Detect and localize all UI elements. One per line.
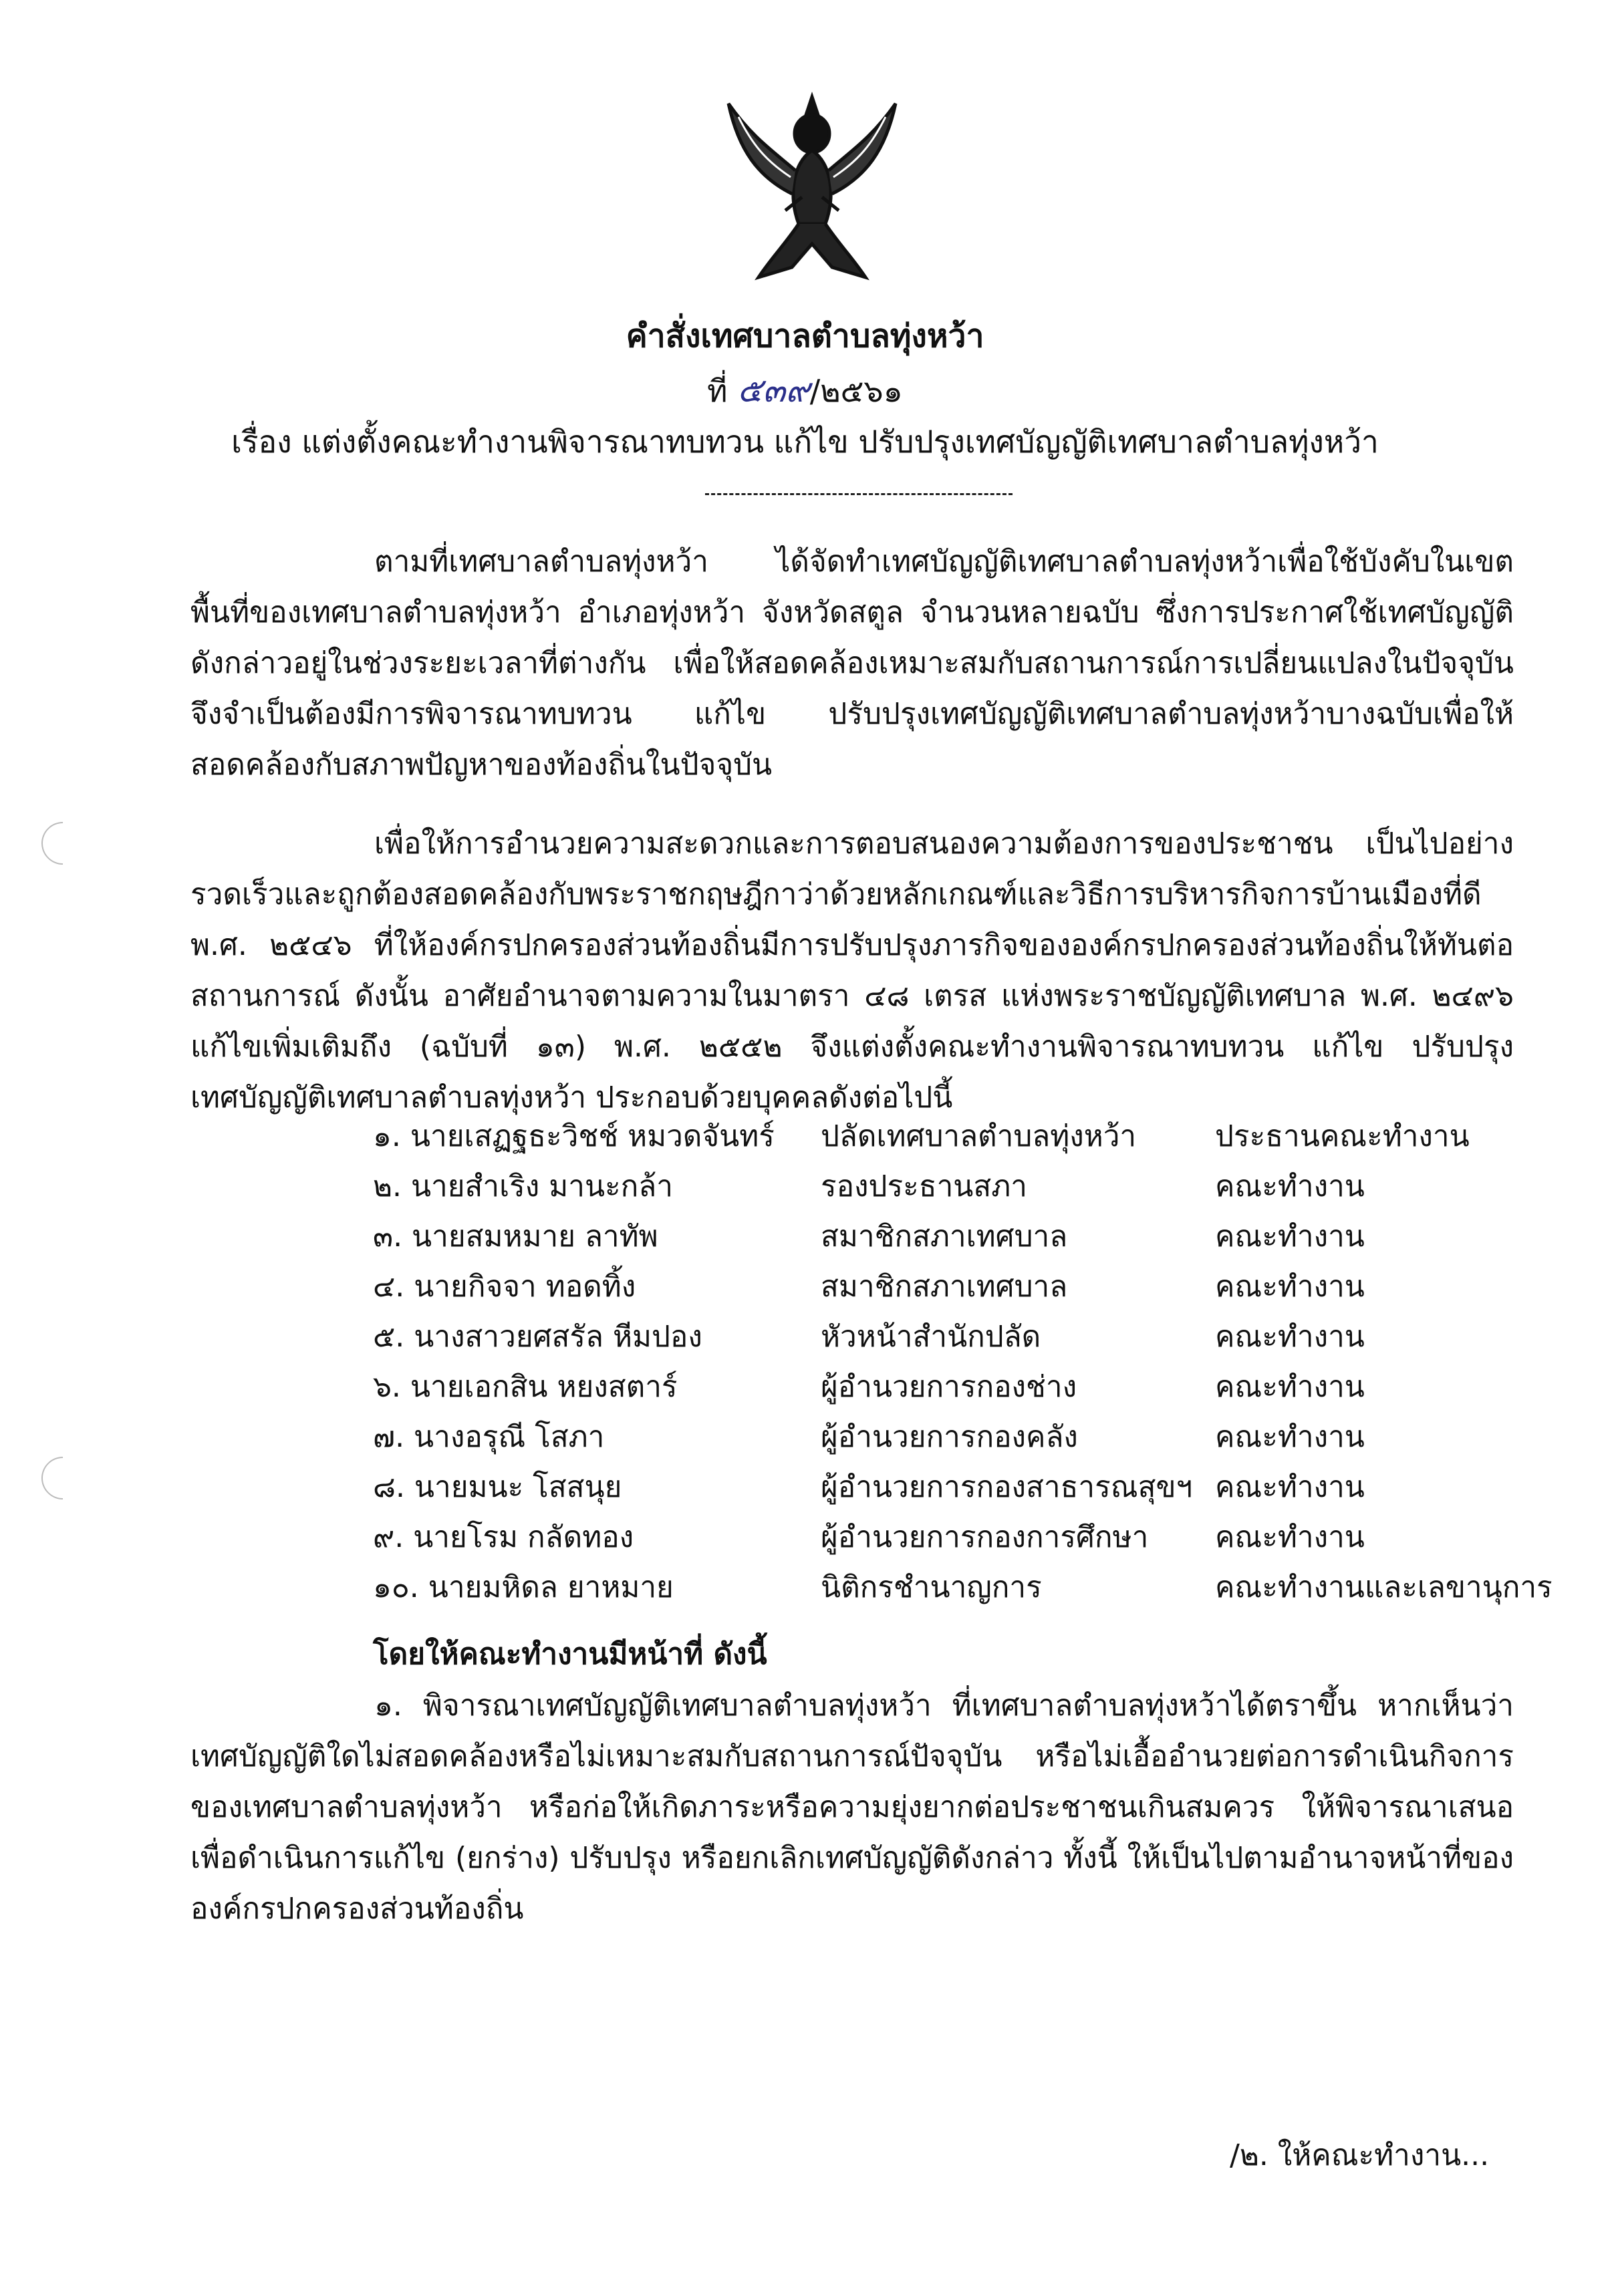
member-name: ๔. นายกิจจา ทอดทิ้ง — [373, 1270, 636, 1304]
member-name: ๒. นายสำเริง มานะกล้า — [373, 1169, 673, 1203]
member-role: คณะทำงาน — [1215, 1169, 1365, 1203]
member-position: รองประธานสภา — [821, 1169, 1027, 1203]
order-number-handwritten: ๕๓๙ — [737, 371, 810, 410]
document-subject: เรื่อง แต่งตั้งคณะทำงานพิจารณาทบทวน แก้ไข ปรับปรุงเทศบัญญัติเทศบาลตำบลทุ่งหว้า — [231, 424, 1379, 460]
member-row — [373, 1263, 1542, 1313]
member-name: ๖. นายเอกสิน หยงสตาร์ — [373, 1370, 678, 1404]
member-name: ๑. นายเสฏฐธะวิชช์ หมวดจันทร์ — [373, 1119, 775, 1153]
member-row — [373, 1463, 1542, 1514]
member-position: ผู้อำนวยการกองคลัง — [821, 1420, 1078, 1454]
member-position: สมาชิกสภาเทศบาล — [821, 1270, 1068, 1304]
member-row — [373, 1363, 1542, 1413]
member-position: นิติกรชำนาญการ — [821, 1570, 1042, 1604]
member-role: คณะทำงาน — [1215, 1320, 1365, 1354]
duty-1: ๑. พิจารณาเทศบัญญัติเทศบาลตำบลทุ่งหว้า ที่เทศบาลตำบลทุ่งหว้าได้ตราขึ้น หากเห็นว่าเทศบัญญัติใดไม่สอดคล้องหรือไม่เหมาะสมกับสถานการณ์ปัจจุบัน หรือไม่เอื้ออำนวยต่อการดำเนินกิจการของเทศบาลตำบลทุ่งหว้า หรือก่อให้เกิดภาระหรือความยุ่งยากต่อประชาชนเกินสมควร ให้พิจารณาเสนอเพื่อดำเนินการแก้ไข (ยกร่าง) ปรับปรุง หรือยกเลิกเทศบัญญัติดังกล่าว ทั้งนี้ ให้เป็นไปตามอำนาจหน้าที่ขององค์กรปกครองส่วนท้องถิ่น — [190, 1689, 1514, 1926]
member-name: ๑๐. นายมหิดล ยาหมาย — [373, 1570, 674, 1604]
member-row — [373, 1163, 1542, 1213]
punch-hole-mark — [33, 1448, 94, 1509]
member-position: ปลัดเทศบาลตำบลทุ่งหว้า — [821, 1119, 1137, 1153]
order-number-prefix: ที่ — [707, 373, 728, 409]
punch-hole-mark — [33, 813, 94, 874]
member-role: ประธานคณะทำงาน — [1215, 1119, 1470, 1153]
document-title: คำสั่งเทศบาลตำบลทุ่งหว้า — [626, 317, 984, 355]
member-position: ผู้อำนวยการกองสาธารณสุขฯ — [821, 1470, 1193, 1504]
member-row — [373, 1113, 1542, 1163]
garuda-emblem-icon — [712, 77, 912, 291]
member-name: ๘. นายมนะ โสสนุย — [373, 1470, 622, 1504]
member-role: คณะทำงาน — [1215, 1470, 1365, 1504]
member-position: หัวหน้าสำนักปลัด — [821, 1320, 1041, 1354]
member-role: คณะทำงาน — [1215, 1420, 1365, 1454]
paragraph-2: เพื่อให้การอำนวยความสะดวกและการตอบสนองความต้องการของประชาชน เป็นไปอย่างรวดเร็วและถูกต้องสอดคล้องกับพระราชกฤษฎีกาว่าด้วยหลักเกณฑ์และวิธีการบริหารกิจการบ้านเมืองที่ดี พ.ศ. ๒๕๔๖ ที่ให้องค์กรปกครองส่วนท้องถิ่นมีการปรับปรุงภารกิจขององค์กรปกครองส่วนท้องถิ่นให้ทันต่อสถานการณ์ ดังนั้น อาศัยอำนาจตามความในมาตรา ๔๘ เตรส แห่งพระราชบัญญัติเทศบาล พ.ศ. ๒๔๙๖ แก้ไขเพิ่มเติมถึง (ฉบับที่ ๑๓) พ.ศ. ๒๕๕๒ จึงแต่งตั้งคณะทำงานพิจารณาทบทวน แก้ไข ปรับปรุงเทศบัญญัติเทศบาลตำบลทุ่งหว้า ประกอบด้วยบุคคลดังต่อไปนี้ — [190, 827, 1514, 1115]
member-name: ๗. นางอรุณี โสภา — [373, 1420, 605, 1454]
member-role: คณะทำงาน — [1215, 1219, 1365, 1254]
member-position: ผู้อำนวยการกองการศึกษา — [821, 1520, 1149, 1554]
order-number-year: /๒๕๖๑ — [809, 373, 903, 409]
member-name: ๓. นายสมหมาย ลาทัพ — [373, 1219, 658, 1254]
member-role: คณะทำงาน — [1215, 1270, 1365, 1304]
member-name: ๕. นางสาวยศสรัล หีมปอง — [373, 1320, 702, 1354]
member-role: คณะทำงาน — [1215, 1520, 1365, 1554]
duties-heading: โดยให้คณะทำงานมีหน้าที่ ดังนี้ — [373, 1637, 767, 1671]
member-row — [373, 1514, 1542, 1564]
continuation-note: /๒. ให้คณะทำงาน... — [1230, 2138, 1490, 2172]
paragraph-1: ตามที่เทศบาลตำบลทุ่งหว้า ได้จัดทำเทศบัญญัติเทศบาลตำบลทุ่งหว้าเพื่อใช้บังคับในเขตพื้นที่ของเทศบาลตำบลทุ่งหว้า อำเภอทุ่งหว้า จังหวัดสตูล จำนวนหลายฉบับ ซึ่งการประกาศใช้เทศบัญญัติดังกล่าวอยู่ในช่วงระยะเวลาที่ต่างกัน เพื่อให้สอดคล้องเหมาะสมกับสถานการณ์การเปลี่ยนแปลงในปัจจุบัน จึงจำเป็นต้องมีการพิจารณาทบทวน แก้ไข ปรับปรุงเทศบัญญัติเทศบาลตำบลทุ่งหว้าบางฉบับเพื่อให้สอดคล้องกับสภาพปัญหาของท้องถิ่นในปัจจุบัน — [190, 545, 1514, 782]
member-list — [373, 1113, 1553, 1614]
order-number — [0, 364, 1610, 417]
member-row — [373, 1413, 1542, 1463]
member-role: คณะทำงาน — [1215, 1370, 1365, 1404]
member-row — [373, 1313, 1542, 1363]
separator-line — [705, 493, 1013, 495]
member-row — [373, 1564, 1553, 1614]
member-row — [373, 1213, 1542, 1263]
member-role: คณะทำงานและเลขานุการ — [1215, 1570, 1553, 1604]
member-name: ๙. นายโรม กลัดทอง — [373, 1520, 634, 1554]
member-position: สมาชิกสภาเทศบาล — [821, 1219, 1068, 1254]
member-position: ผู้อำนวยการกองช่าง — [821, 1370, 1077, 1404]
